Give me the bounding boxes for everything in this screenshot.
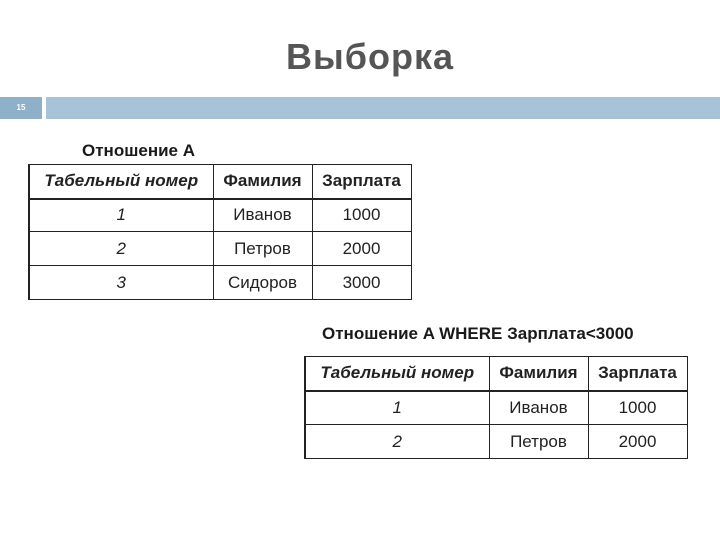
table-cell: Иванов (213, 199, 312, 232)
table-cell: 3000 (312, 266, 411, 300)
table-b-caption: Отношение A WHERE Зарплата<3000 (322, 324, 634, 343)
table-cell: 3 (29, 266, 213, 300)
table-b-header-cell: Табельный номер (305, 357, 489, 391)
table-cell: Иванов (489, 391, 588, 425)
slide-title: Выборка (286, 36, 454, 77)
table-b-header-cell: Фамилия (489, 357, 588, 391)
table-row (305, 425, 687, 459)
table-b-header-row (305, 357, 687, 391)
table-row (29, 232, 411, 266)
table-a (28, 164, 412, 300)
table-cell: 2000 (588, 425, 687, 459)
table-a-header-cell: Зарплата (312, 165, 411, 199)
table-cell: 1000 (312, 199, 411, 232)
table-cell: 1 (305, 391, 489, 425)
table-a-header-cell: Табельный номер (29, 165, 213, 199)
table-cell: 1 (29, 199, 213, 232)
table-a-caption: Отношение А (82, 141, 195, 160)
table-cell: 2 (305, 425, 489, 459)
slide-number: 15 (0, 97, 42, 119)
table-b (304, 356, 688, 459)
table-cell: Петров (489, 425, 588, 459)
table-row (29, 199, 411, 232)
table-a-header-row (29, 165, 411, 199)
table-row (305, 391, 687, 425)
table-cell: 1000 (588, 391, 687, 425)
table-cell: 2000 (312, 232, 411, 266)
table-a-header-cell: Фамилия (213, 165, 312, 199)
table-cell: Петров (213, 232, 312, 266)
table-row (29, 266, 411, 300)
title-underline-bar (46, 97, 720, 119)
table-b-header-cell: Зарплата (588, 357, 687, 391)
table-cell: 2 (29, 232, 213, 266)
table-cell: Сидоров (213, 266, 312, 300)
